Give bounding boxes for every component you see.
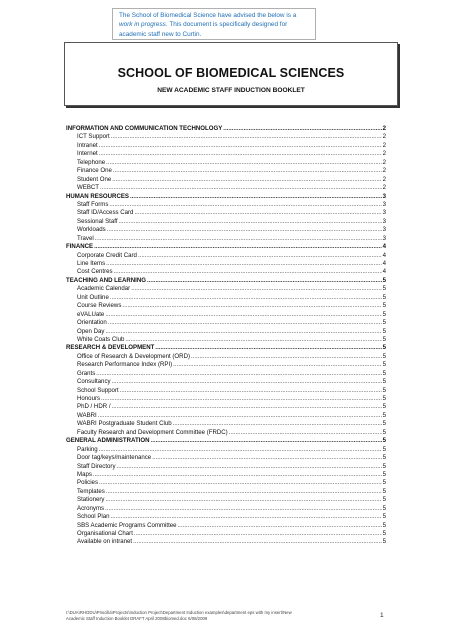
toc-leader-dots [105,311,381,319]
footer-line-1: I:\DUA\RHODU\Priscilla\Projects\Induction Project\Department Induction examples\department eps with my insert\New [66,610,292,615]
toc-entry-label: Policies [77,479,98,487]
toc-entry-label: Internet [77,150,98,158]
toc-entry[interactable] [66,429,386,437]
toc-entry[interactable] [66,176,386,184]
toc-entry-label: Parking [77,445,98,453]
toc-entry[interactable] [66,336,386,344]
toc-entry-page: 3 [382,192,386,200]
toc-entry-page: 5 [382,479,386,487]
toc-entry-page: 5 [382,437,386,445]
toc-entry-page: 5 [382,319,386,327]
toc-leader-dots [119,218,382,226]
toc-section-entry[interactable] [66,344,386,352]
toc-entry[interactable] [66,285,386,293]
toc-section-entry[interactable] [66,437,386,445]
toc-entry-label: Stationery [77,496,105,504]
toc-entry-page: 2 [382,158,386,166]
toc-entry-page: 3 [382,234,386,242]
toc-entry-label: WEBCT [77,184,100,192]
toc-leader-dots [112,403,382,411]
toc-leader-dots [117,463,382,471]
notice-text-after: . This document is specifically designed for academic staff new to Curtin. [119,21,288,38]
toc-entry-label: Line Items [77,260,106,267]
toc-leader-dots [94,243,382,251]
toc-leader-dots [95,235,382,243]
toc-entry[interactable] [66,226,386,234]
toc-entry-page: 5 [382,403,386,411]
toc-entry-page: 2 [382,167,386,175]
toc-leader-dots [111,513,382,521]
toc-entry-label: Telephone [77,158,106,166]
toc-leader-dots [107,226,382,234]
toc-entry-page: 5 [382,530,386,537]
toc-entry-page: 5 [382,335,386,343]
toc-leader-dots [178,522,382,530]
toc-section-entry[interactable] [66,243,386,251]
title-box [64,42,398,106]
toc-leader-dots [131,285,381,293]
toc-leader-dots [108,319,382,327]
toc-leader-dots [173,361,381,369]
toc-leader-dots [151,437,382,445]
toc-entry-page: 3 [382,217,386,225]
toc-entry-label: Available on intranet [77,538,133,546]
toc-entry-label: School Support [77,386,119,394]
toc-entry-page: 5 [382,302,386,310]
toc-entry[interactable] [66,522,386,530]
toc-entry-label: Course Reviews [77,302,122,310]
toc-entry-label: Maps [77,470,92,478]
toc-leader-dots [106,159,381,167]
toc-section-entry[interactable] [66,193,386,201]
toc-entry-label: Office of Research & Development (ORD) [77,352,191,360]
toc-entry-page: 4 [382,251,386,259]
toc-entry-page: 5 [382,538,386,546]
toc-leader-dots [223,125,381,133]
toc-entry-page: 5 [382,487,386,495]
toc-entry-label: Grants [77,369,96,377]
toc-entry-label: HUMAN RESOURCES [66,192,129,200]
toc-entry-label: Honours [77,395,101,402]
toc-leader-dots [134,530,382,538]
toc-leader-dots [122,302,381,310]
toc-entry[interactable] [66,420,386,428]
toc-leader-dots [105,505,382,513]
toc-entry[interactable] [66,235,386,243]
toc-entry-page: 5 [382,378,386,386]
toc-entry-label: TEACHING AND LEARNING [66,276,147,284]
toc-entry-page: 5 [382,310,386,318]
footer-line-2: Academic Staff Induction Booklet DRAFT April 2008biomed.doc 6/08/2009 [66,615,208,621]
toc-section-entry[interactable] [66,277,386,285]
toc-entry[interactable] [66,395,386,403]
toc-entry-page: 4 [382,260,386,267]
toc-entry-label: RESEARCH & DEVELOPMENT [66,344,155,352]
toc-entry[interactable] [66,311,386,319]
toc-entry-page: 2 [382,184,386,192]
toc-entry[interactable] [66,167,386,175]
toc-leader-dots [106,260,381,268]
toc-entry-page: 5 [382,462,386,470]
toc-entry[interactable] [66,378,386,386]
toc-entry-page: 3 [382,226,386,234]
toc-leader-dots [111,133,382,141]
toc-entry[interactable] [66,496,386,504]
toc-entry[interactable] [66,150,386,158]
toc-entry-page: 2 [382,175,386,183]
toc-entry[interactable] [66,387,386,395]
toc-entry-page: 5 [382,411,386,419]
toc-leader-dots [99,479,382,487]
toc-entry[interactable] [66,218,386,226]
toc-entry-page: 5 [382,344,386,352]
toc-entry-page: 5 [382,521,386,529]
toc-entry[interactable] [66,412,386,420]
toc-leader-dots [105,328,381,336]
toc-entry[interactable] [66,260,386,268]
toc-entry-label: SBS Academic Programs Committee [77,521,177,529]
toc-entry[interactable] [66,184,386,192]
toc-entry[interactable] [66,513,386,521]
toc-leader-dots [130,193,382,201]
toc-entry[interactable] [66,538,386,546]
toc-entry-page: 4 [382,243,386,251]
toc-entry-page: 5 [382,369,386,377]
toc-entry[interactable] [66,403,386,411]
toc-entry-label: INFORMATION AND COMMUNICATION TECHNOLOGY [66,125,223,132]
toc-entry-page: 3 [382,209,386,217]
toc-entry[interactable] [66,133,386,141]
toc-entry-page: 3 [382,200,386,208]
toc-entry[interactable] [66,353,386,361]
toc-entry-label: School Plan [77,513,110,521]
toc-leader-dots [134,209,381,217]
toc-entry-page: 5 [382,445,386,453]
toc-entry[interactable] [66,142,386,150]
toc-leader-dots [133,538,382,546]
toc-entry-label: Academic Calendar [77,285,131,293]
toc-entry[interactable] [66,530,386,538]
toc-entry-page: 5 [382,496,386,504]
toc-leader-dots [105,496,381,504]
footer-path [66,610,366,621]
notice-text-emphasis: work in progress [119,21,166,29]
toc-entry[interactable] [66,268,386,276]
toc-leader-dots [191,353,382,361]
toc-leader-dots [96,370,381,378]
toc-leader-dots [106,488,382,496]
toc-entry[interactable] [66,454,386,462]
toc-entry-page: 5 [382,361,386,369]
toc-leader-dots [110,294,382,302]
toc-leader-dots [229,429,382,437]
toc-entry-label: WABRI [77,411,97,419]
toc-entry-page: 5 [382,420,386,428]
toc-leader-dots [99,142,382,150]
toc-entry[interactable] [66,201,386,209]
toc-entry[interactable] [66,294,386,302]
toc-leader-dots [101,395,382,403]
toc-entry-page: 2 [382,150,386,158]
toc-entry[interactable] [66,159,386,167]
toc-entry-label: Student One [77,175,112,183]
notice-text-before: The School of Biomedical Science have advised the below is a [119,12,297,19]
toc-entry[interactable] [66,505,386,513]
toc-entry-page: 5 [382,293,386,301]
toc-leader-dots [114,268,382,276]
page-number: 1 [380,612,384,619]
toc-entry-label: Unit Outline [77,293,109,301]
toc-leader-dots [125,336,381,344]
toc-entry-page: 5 [382,327,386,335]
toc-entry-label: Orientation [77,319,107,327]
toc-leader-dots [152,454,381,462]
toc-entry[interactable] [66,446,386,454]
toc-entry-label: Workloads [77,226,106,234]
toc-entry[interactable] [66,209,386,217]
toc-entry[interactable] [66,302,386,310]
toc-entry[interactable] [66,488,386,496]
toc-entry[interactable] [66,328,386,336]
toc-entry-label: Staff Directory [77,462,116,470]
toc-entry-page: 2 [382,133,386,141]
toc-entry-label: ICT Support [77,133,110,141]
toc-entry-label: Consultancy [77,378,111,386]
toc-entry-label: Faculty Research and Development Committee (FRDC) [77,428,228,436]
toc-entry-page: 5 [382,386,386,394]
table-of-contents [66,125,386,547]
toc-entry[interactable] [66,319,386,327]
toc-leader-dots [98,412,382,420]
toc-entry-label: eVALUate [77,310,105,318]
toc-entry-label: PhD / HDR / [77,403,111,411]
toc-leader-dots [120,387,382,395]
toc-entry-label: Sessional Staff [77,217,118,225]
toc-entry-label: WABRI Postgraduate Student Club [77,420,172,428]
toc-entry-page: 5 [382,428,386,436]
toc-leader-dots [138,252,382,260]
toc-entry-label: Templates [77,487,105,495]
toc-entry-page: 2 [382,141,386,149]
toc-entry-page: 5 [382,504,386,512]
toc-entry-label: Staff ID/Access Card [77,209,134,217]
toc-section-entry[interactable] [66,125,386,133]
toc-leader-dots [173,420,382,428]
toc-leader-dots [155,344,381,352]
toc-leader-dots [109,201,381,209]
notice-box [112,8,316,40]
toc-entry-label: Acronyms [77,504,105,512]
toc-entry[interactable] [66,361,386,369]
toc-leader-dots [112,378,382,386]
toc-entry-page: 4 [382,268,386,276]
toc-leader-dots [113,167,382,175]
toc-entry-label: FINANCE [66,243,94,251]
toc-entry-page: 5 [382,276,386,284]
toc-entry-label: Door tag/keys/maintenance [77,454,152,462]
toc-leader-dots [100,184,382,192]
toc-entry-label: White Coats Club [77,335,125,343]
document-subtitle: NEW ACADEMIC STAFF INDUCTION BOOKLET [157,87,305,94]
toc-entry-label: GENERAL ADMINISTRATION [66,437,150,445]
toc-entry-page: 5 [382,285,386,293]
toc-entry-page: 5 [382,352,386,360]
toc-entry-label: Staff Forms [77,200,109,208]
toc-entry-page: 5 [382,395,386,402]
toc-entry-label: Travel [77,234,94,242]
toc-entry[interactable] [66,479,386,487]
toc-leader-dots [99,150,382,158]
toc-entry-label: Cost Centres [77,268,113,276]
toc-leader-dots [99,446,382,454]
toc-entry[interactable] [66,471,386,479]
toc-entry-label: Open Day [77,327,105,335]
toc-entry-label: Finance One [77,167,112,175]
toc-entry-label: Organisational Chart [77,530,133,537]
toc-entry-page: 5 [382,470,386,478]
toc-entry-label: Research Performance Index (RPI) [77,361,173,369]
toc-entry-label: Corporate Credit Card [77,251,137,259]
toc-entry[interactable] [66,463,386,471]
toc-entry[interactable] [66,252,386,260]
toc-leader-dots [147,277,382,285]
toc-entry-label: Intranet [77,141,98,149]
toc-entry-page: 5 [382,513,386,521]
toc-entry-page: 2 [382,125,386,132]
toc-entry[interactable] [66,370,386,378]
toc-entry-page: 5 [382,454,386,462]
toc-leader-dots [93,471,382,479]
toc-leader-dots [112,176,381,184]
document-title: SCHOOL OF BIOMEDICAL SCIENCES [117,66,345,80]
